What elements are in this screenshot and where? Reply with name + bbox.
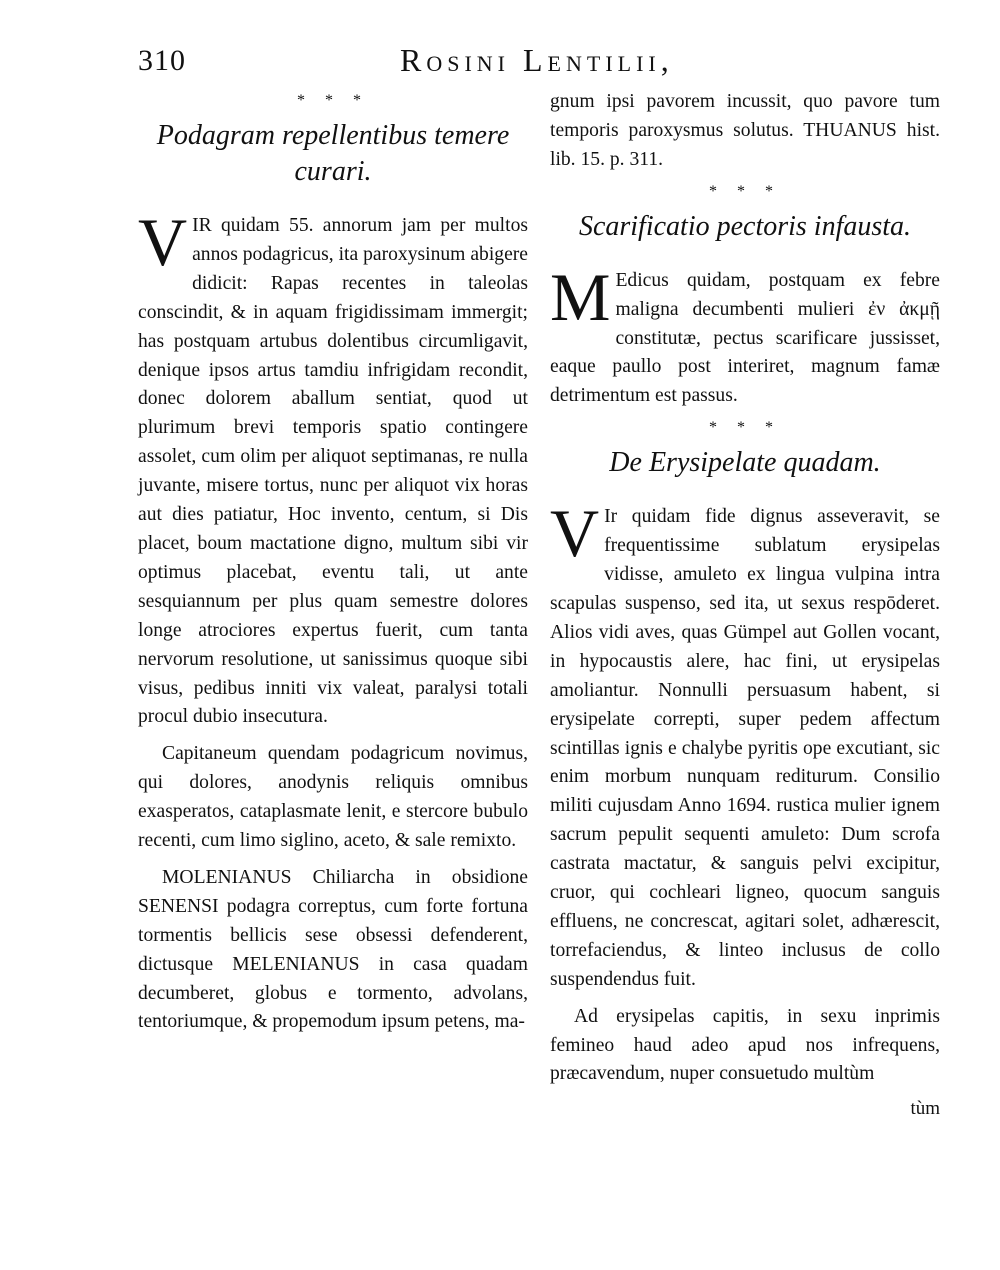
right-column xyxy=(550,88,940,1121)
section-stars: * * * xyxy=(297,92,369,109)
page-number: 310 xyxy=(138,44,186,77)
drop-cap: M xyxy=(550,258,611,335)
article-title-podagram: Podagram repellentibus temere curari. xyxy=(156,120,510,187)
drop-cap: V xyxy=(550,495,600,572)
paragraph-text: Edicus quidam, postquam ex febre maligna decumbenti mulieri ἐν ἀκμῇ constitutæ, pectus scarificare jussisset, eaque paullo post interiret, magnum famæ detrimentum est passus. xyxy=(550,269,940,407)
page-header xyxy=(138,40,938,84)
article-title-erysipelas: De Erysipelate quadam. xyxy=(609,447,881,479)
paragraph-text: IR quidam 55. annorum jam per multos annos podagricus, ita paroxysinum abigere didicit: Rapas recentes in taleolas conscindit, & in aquam frigidissimam immergit; has postquam artubus dolentibus circumligavit, denique ipsos artus tamdiu infrigidam recondit, donec dolorem aballum sentiat, quod ut plurimum brevi temporis spatio contingere assolet, cum olim per aliquot septimanas, re nulla juvante, misere tortus, nunc per aliquot vix horas aut dies patiatur, Hoc invento, centum, si Dis placet, boum mactatione digno, multum sibi vir optimus placebat, eventu tali, ut ante sesquiannum per plus quam semestre dolores longe atrociores expertus fuerit, cum tanta nervorum resolutione, ut sanissimus quoque sibi visus, pedibus inniti vix valeat, paralysi totali procul dubio insecutura. xyxy=(138,215,528,728)
paragraph-continuation: gnum ipsi pavorem incussit, quo pavore tum temporis paroxysmus solutus. THUANUS hist. lib. 15. p. 311. xyxy=(550,91,940,170)
drop-cap: V xyxy=(138,204,188,280)
running-title: Rosini Lentilii, xyxy=(400,42,674,78)
paragraph-erysipelas-2: Ad erysipelas capitis, in sexu inprimis femineo haud adeo apud nos infrequens, præcavendum, nuper consuetudo multùm xyxy=(550,1005,940,1085)
paragraph-podagram-1 xyxy=(138,204,528,732)
paragraph-podagram-2: Capitaneum quendam podagricum novimus, qui dolores, anodynis reliquis omnibus exasperatos, cataplasmate lenit, e stercore bubulo recenti, cum limo siglino, aceto, & sale remixto. xyxy=(138,743,528,852)
section-stars: * * * xyxy=(709,419,781,437)
paragraph-podagram-3: MOLENIANUS Chiliarcha in obsidione SENENSI podagra correptus, cum forte fortuna tormentis bellicis sese obsessi defenderent, dictusque MELENIANUS in casa quadam decumberet, globus e tormento, advolans, tentoriumque, & propemodum ipsum petens, ma- xyxy=(138,866,528,1033)
paragraph-erysipelas-1 xyxy=(550,495,940,994)
article-title-scarificatio: Scarificatio pectoris infausta. xyxy=(578,210,912,242)
section-stars: * * * xyxy=(709,182,781,200)
left-column xyxy=(138,88,528,1045)
catchword: tùm xyxy=(910,1098,940,1120)
paragraph-scarificatio xyxy=(550,258,940,412)
paragraph-text: Ir quidam fide dignus asseveravit, se frequentissime sublatum erysipelas vidisse, amuleto ex lingua vulpina intra scapulas suspenso, sed ita, ut sexus respōderet. Alios vidi aves, quas Gümpel aut Gollen vocant, in hypocaustis alere, hac fini, ut erysipelas amoliantur. Nonnulli persuasum habent, si erysipelate correpti, super pedem affectum scintillas ignis e chalybe pyritis ope excutiant, sic enim morbum nunquam rediturum. Consilio militi cujusdam Anno 1694. rustica mulier ignem sacrum pepulit sequenti amuleto: Dum scrofa castrata mactatur, & sanguis pelvi excipitur, cruor, qui cochleari ligneo, quocum sanguis effluens, ne concrescat, agitari solet, adhærescit, torrefaciendus, & linteo inclusus de collo suspendendus fuit. xyxy=(550,506,940,990)
